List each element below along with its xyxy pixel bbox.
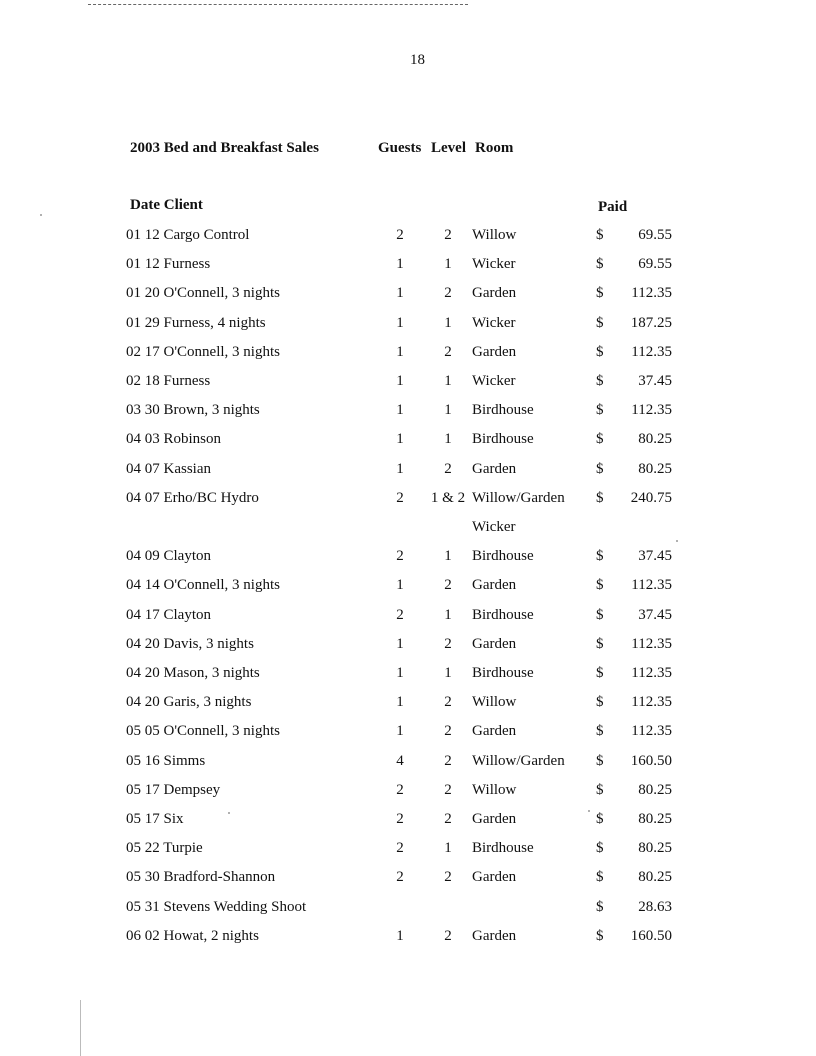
level-cell: 1 & 2 <box>430 489 466 506</box>
room-cell: Garden <box>472 577 517 594</box>
room-cell: Birdhouse <box>472 431 534 448</box>
currency-cell: $ <box>596 665 604 681</box>
currency-cell: $ <box>596 781 604 798</box>
room-cell: Garden <box>472 869 517 886</box>
guests-cell: 1 <box>396 285 404 302</box>
guests-header: Guests <box>378 140 422 156</box>
table-row <box>0 402 816 424</box>
guests-cell: 1 <box>396 256 404 273</box>
scan-speck <box>40 214 42 216</box>
paid-cell: 69.55 <box>638 227 672 243</box>
client-cell: 05 16 Simms <box>126 752 206 769</box>
paid-cell: 112.35 <box>631 343 672 360</box>
room-cell: Birdhouse <box>472 665 534 681</box>
client-cell: 02 18 Furness <box>126 373 211 389</box>
guests-cell: 1 <box>396 723 404 740</box>
table-row <box>0 256 816 278</box>
paid-cell: 37.45 <box>638 373 672 389</box>
guests-cell: 1 <box>396 665 404 681</box>
table-row <box>0 782 816 804</box>
table-row <box>0 753 816 775</box>
room-cell: Garden <box>472 460 517 477</box>
level-cell: 1 <box>444 665 452 681</box>
paid-cell: 187.25 <box>630 314 672 331</box>
paid-cell: 112.35 <box>631 402 672 419</box>
currency-cell: $ <box>596 752 604 769</box>
client-cell: 01 29 Furness, 4 nights <box>126 314 266 331</box>
currency-cell: $ <box>596 460 604 477</box>
client-cell: 01 12 Cargo Control <box>126 227 250 243</box>
scan-speck <box>676 540 678 542</box>
paid-cell: 37.45 <box>638 606 672 623</box>
paid-cell: 28.63 <box>638 898 672 915</box>
guests-cell: 2 <box>396 781 404 798</box>
level-cell: 1 <box>444 548 452 565</box>
client-cell: 06 02 Howat, 2 nights <box>126 927 259 944</box>
table-row <box>0 490 816 512</box>
client-cell: 04 07 Kassian <box>126 460 211 477</box>
currency-cell: $ <box>596 343 604 360</box>
guests-cell: 1 <box>396 694 404 711</box>
room-cell: Birdhouse <box>472 402 534 419</box>
guests-cell: 1 <box>396 460 404 477</box>
client-cell: 05 17 Dempsey <box>126 781 221 798</box>
client-cell: 03 30 Brown, 3 nights <box>126 402 260 419</box>
client-cell: 02 17 O'Connell, 3 nights <box>126 343 280 360</box>
level-cell: 1 <box>444 314 452 331</box>
level-cell: 1 <box>444 840 452 857</box>
room-header: Room <box>475 140 514 156</box>
currency-cell: $ <box>596 402 604 419</box>
paid-cell: 160.50 <box>630 927 672 944</box>
room-cell: Birdhouse <box>472 548 534 565</box>
currency-cell: $ <box>596 256 604 273</box>
currency-cell: $ <box>596 811 604 827</box>
guests-cell: 1 <box>396 635 404 652</box>
guests-cell: 2 <box>396 548 404 565</box>
table-row <box>0 607 816 629</box>
guests-cell: 2 <box>396 840 404 857</box>
client-cell: 05 17 Six <box>126 811 184 827</box>
currency-cell: $ <box>596 694 604 711</box>
paid-cell: 112.35 <box>631 694 672 711</box>
table-row <box>0 285 816 307</box>
level-cell: 2 <box>444 752 452 769</box>
room-cell: Garden <box>472 343 517 360</box>
table-row <box>0 811 816 833</box>
table-row <box>0 928 816 950</box>
table-row <box>0 899 816 921</box>
currency-cell: $ <box>596 373 604 389</box>
scan-speck <box>228 812 230 814</box>
guests-cell: 1 <box>396 373 404 389</box>
currency-cell: $ <box>596 285 604 302</box>
table-row <box>0 431 816 453</box>
room-cell: Garden <box>472 811 517 827</box>
room-cell: Willow <box>472 694 517 711</box>
table-row <box>0 665 816 687</box>
level-cell: 2 <box>444 723 452 740</box>
table-row <box>0 548 816 570</box>
room-cell: Willow/Garden <box>472 752 565 769</box>
paid-cell: 69.55 <box>638 256 672 273</box>
room-cell: Willow/Garden <box>472 489 565 506</box>
date-client-header: Date Client <box>130 197 203 213</box>
paid-cell: 160.50 <box>630 752 672 769</box>
currency-cell: $ <box>596 431 604 448</box>
client-cell: 04 17 Clayton <box>126 606 211 623</box>
currency-cell: $ <box>596 840 604 857</box>
currency-cell: $ <box>596 314 604 331</box>
table-row <box>0 636 816 658</box>
currency-cell: $ <box>596 548 604 565</box>
client-cell: 04 14 O'Connell, 3 nights <box>126 577 280 594</box>
scan-speck <box>588 810 590 812</box>
client-cell: 01 12 Furness <box>126 256 211 273</box>
guests-cell: 1 <box>396 314 404 331</box>
client-cell: 05 05 O'Connell, 3 nights <box>126 723 280 740</box>
currency-cell: $ <box>596 898 604 915</box>
client-cell: 04 09 Clayton <box>126 548 211 565</box>
paid-cell: 80.25 <box>638 869 672 886</box>
level-cell: 2 <box>444 869 452 886</box>
table-row <box>0 344 816 366</box>
level-cell: 2 <box>444 460 452 477</box>
guests-cell: 1 <box>396 343 404 360</box>
table-row <box>0 869 816 891</box>
level-cell: 2 <box>444 635 452 652</box>
paid-cell: 112.35 <box>631 285 672 302</box>
level-cell: 2 <box>444 577 452 594</box>
paid-cell: 80.25 <box>638 840 672 857</box>
room-cell: Birdhouse <box>472 840 534 857</box>
level-cell: 2 <box>444 811 452 827</box>
client-cell: 05 22 Turpie <box>126 840 203 857</box>
guests-cell: 1 <box>396 402 404 419</box>
client-cell: 05 31 Stevens Wedding Shoot <box>126 898 307 915</box>
scan-edge-line <box>88 4 468 5</box>
client-cell: 04 03 Robinson <box>126 431 222 448</box>
guests-cell: 1 <box>396 431 404 448</box>
client-cell: 04 20 Davis, 3 nights <box>126 635 254 652</box>
level-cell: 1 <box>444 402 452 419</box>
room-cell: Garden <box>472 635 517 652</box>
paid-cell: 112.35 <box>631 635 672 652</box>
table-row <box>0 694 816 716</box>
currency-cell: $ <box>596 635 604 652</box>
client-cell: 05 30 Bradford-Shannon <box>126 869 276 886</box>
table-row <box>0 461 816 483</box>
guests-cell: 2 <box>396 489 404 506</box>
guests-cell: 2 <box>396 811 404 827</box>
currency-cell: $ <box>596 577 604 594</box>
level-header: Level <box>431 140 466 156</box>
room-cell: Garden <box>472 285 517 302</box>
level-cell: 1 <box>444 431 452 448</box>
room-cell: Willow <box>472 227 517 243</box>
room-cell: Wicker <box>472 373 516 389</box>
guests-cell: 2 <box>396 227 404 243</box>
level-cell: 2 <box>444 343 452 360</box>
room-cell: Willow <box>472 781 517 798</box>
table-row <box>0 519 816 541</box>
guests-cell: 1 <box>396 577 404 594</box>
paid-cell: 112.35 <box>631 577 672 594</box>
client-cell: 04 07 Erho/BC Hydro <box>126 489 259 506</box>
paid-cell: 80.25 <box>638 431 672 448</box>
level-cell: 2 <box>444 781 452 798</box>
level-cell: 1 <box>444 606 452 623</box>
scan-margin-line <box>80 1000 81 1056</box>
paid-cell: 37.45 <box>638 548 672 565</box>
guests-cell: 1 <box>396 927 404 944</box>
currency-cell: $ <box>596 927 604 944</box>
paid-cell: 112.35 <box>631 723 672 740</box>
table-row <box>0 227 816 249</box>
paid-header: Paid <box>598 199 628 215</box>
currency-cell: $ <box>596 869 604 886</box>
room-cell: Wicker <box>472 256 516 273</box>
level-cell: 1 <box>444 256 452 273</box>
client-cell: 01 20 O'Connell, 3 nights <box>126 285 280 302</box>
guests-cell: 2 <box>396 869 404 886</box>
paid-cell: 80.25 <box>638 811 672 827</box>
room-cell: Wicker <box>472 314 516 331</box>
currency-cell: $ <box>596 489 604 506</box>
currency-cell: $ <box>596 723 604 740</box>
currency-cell: $ <box>596 227 604 243</box>
page-number: 18 <box>410 52 425 68</box>
level-cell: 2 <box>444 927 452 944</box>
table-row <box>0 577 816 599</box>
level-cell: 2 <box>444 285 452 302</box>
paid-cell: 80.25 <box>638 460 672 477</box>
guests-cell: 4 <box>396 752 404 769</box>
room-cell: Birdhouse <box>472 606 534 623</box>
paid-cell: 112.35 <box>631 665 672 681</box>
table-row <box>0 315 816 337</box>
room-cell: Garden <box>472 927 517 944</box>
currency-cell: $ <box>596 606 604 623</box>
paid-cell: 240.75 <box>630 489 672 506</box>
level-cell: 1 <box>444 373 452 389</box>
level-cell: 2 <box>444 694 452 711</box>
sales-title: 2003 Bed and Breakfast Sales <box>130 140 319 156</box>
room-cell: Garden <box>472 723 517 740</box>
paid-cell: 80.25 <box>638 781 672 798</box>
client-cell: 04 20 Mason, 3 nights <box>126 665 260 681</box>
table-row <box>0 840 816 862</box>
guests-cell: 2 <box>396 606 404 623</box>
room-cell: Wicker <box>472 519 516 535</box>
level-cell: 2 <box>444 227 452 243</box>
table-row <box>0 723 816 745</box>
table-row <box>0 373 816 395</box>
client-cell: 04 20 Garis, 3 nights <box>126 694 252 711</box>
